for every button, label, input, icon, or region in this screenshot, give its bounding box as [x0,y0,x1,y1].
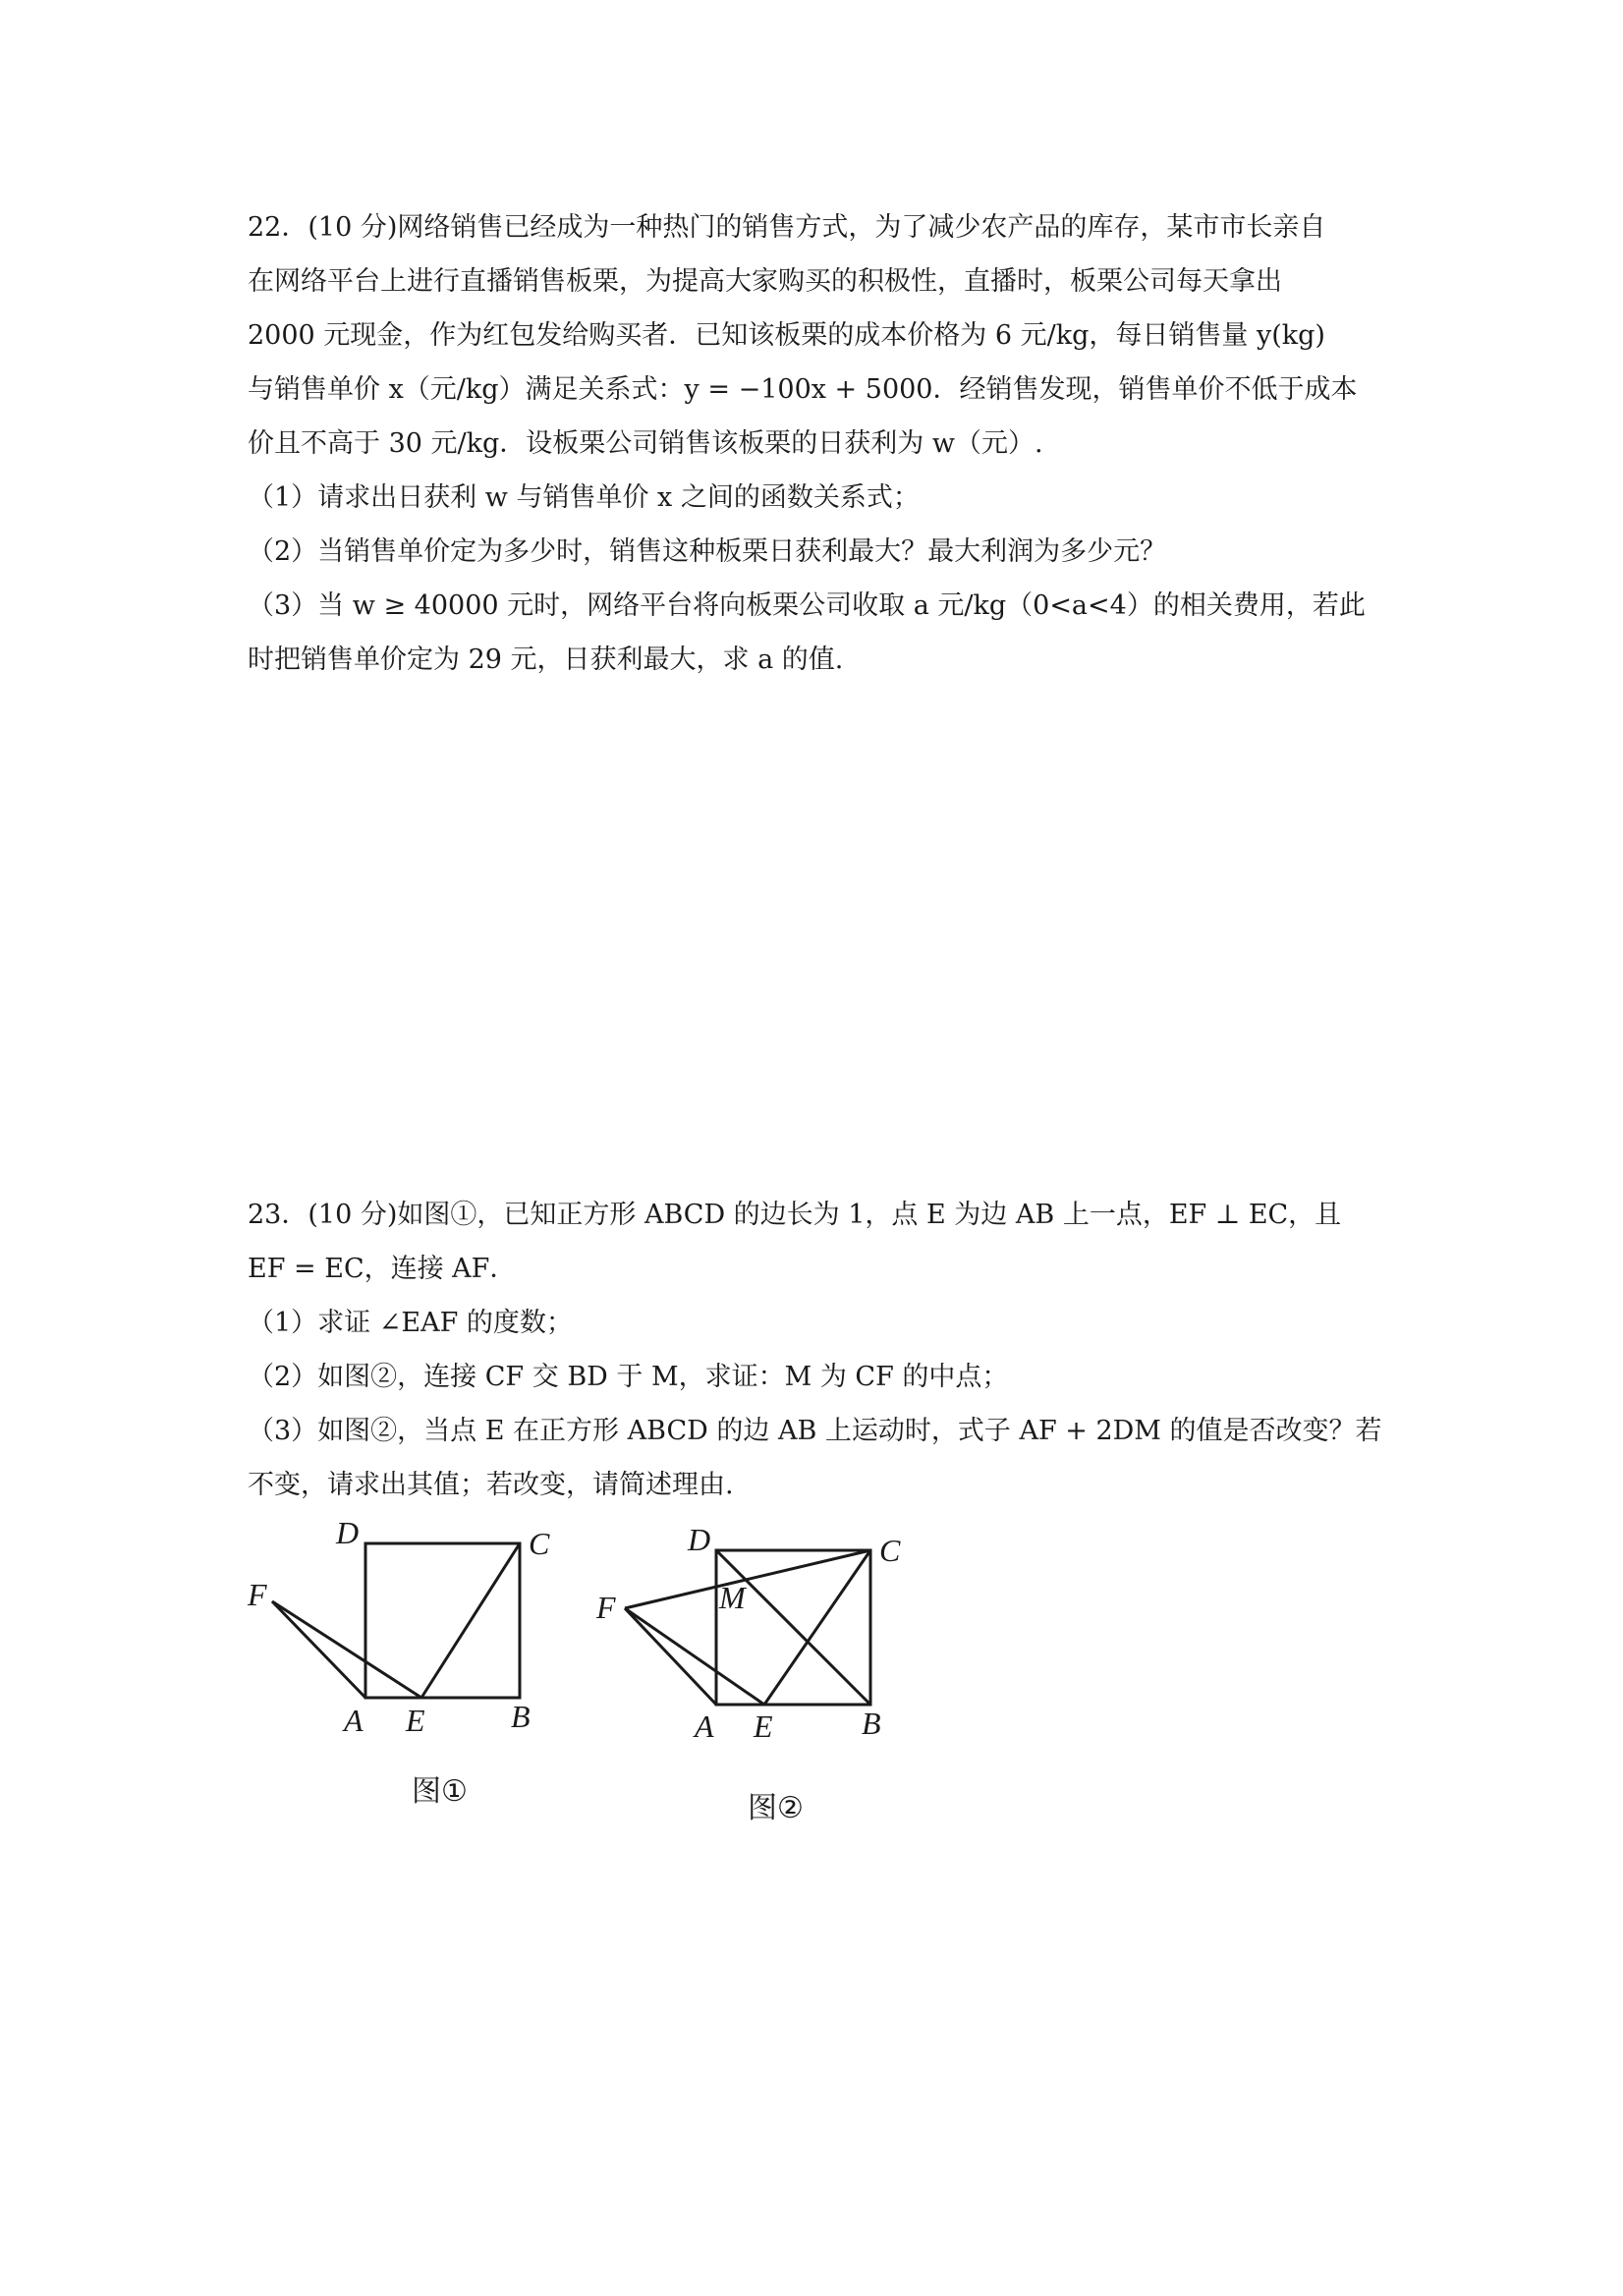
fig1-label-a: A [344,1703,364,1738]
fig1-label-d: D [336,1515,360,1550]
fig1-label-b: B [511,1699,531,1734]
q22-line-5: 价且不高于 30 元/kg．设板栗公司销售该板栗的日获利为 w（元）. [248,428,1043,459]
fig2-segment-fa [625,1608,716,1705]
fig2-label-d: D [688,1522,711,1557]
fig2-segment-db [716,1550,870,1705]
q23-part-1: （1）求证 ∠EAF 的度数； [248,1308,573,1338]
q22-line-9: 时把销售单价定为 29 元，日获利最大，求 a 的值. [248,644,844,675]
q22-line-3: 2000 元现金，作为红包发给购买者．已知该板栗的成本价格为 6 元/kg，每日销售量 y(kg) [248,320,1325,351]
figure-1-caption: 图① [412,1774,468,1809]
q23-part-2: （2）如图②，连接 CF 交 BD 于 M，求证：M 为 CF 的中点； [248,1362,1009,1392]
q23-line-2: EF = EC，连接 AF． [248,1254,517,1284]
q23-part-3: （3）如图②，当点 E 在正方形 ABCD 的边 AB 上运动时，式子 AF + 2DM 的值是否改变？若 [248,1416,1382,1446]
fig2-segment-fc [625,1550,870,1608]
fig1-label-e: E [406,1703,425,1738]
fig2-label-c: C [879,1533,901,1568]
q23-line-6: 不变，请求出其值；若改变，请简述理由. [248,1470,734,1500]
fig2-label-m: M [719,1580,746,1615]
q22-line-4: 与销售单价 x（元/kg）满足关系式：y = −100x + 5000．经销售发现，销售单价不低于成本 [248,374,1358,405]
q22-line-2: 在网络平台上进行直播销售板栗，为提高大家购买的积极性，直播时，板栗公司每天拿出 [248,266,1282,297]
q22-part-2: （2）当销售单价定为多少时，销售这种板栗日获利最大？最大利润为多少元？ [248,536,1167,567]
fig1-label-c: C [529,1526,550,1561]
fig1-segment-fa [272,1601,365,1698]
fig2-segment-ec [764,1550,870,1705]
fig1-segment-fe [272,1601,421,1698]
fig1-segment-ec [421,1543,520,1698]
q22-part-1: （1）请求出日获利 w 与销售单价 x 之间的函数关系式； [248,482,920,513]
q22-part-3: （3）当 w ≥ 40000 元时，网络平台将向板栗公司收取 a 元/kg（0<a<4）的相关费用，若此 [248,590,1366,621]
fig2-label-a: A [695,1708,714,1744]
figure-2-caption: 图② [748,1791,804,1825]
q22-line-1: 22．(10 分)网络销售已经成为一种热门的销售方式，为了减少农产品的库存，某市市长亲自 [248,212,1326,243]
fig2-label-f: F [596,1590,616,1625]
fig2-label-e: E [754,1708,773,1744]
fig1-label-f: F [248,1577,267,1612]
fig2-label-b: B [862,1706,881,1741]
fig2-segment-fe [625,1608,764,1705]
q23-line-1: 23．(10 分)如图①，已知正方形 ABCD 的边长为 1，点 E 为边 AB 上一点，EF ⊥ EC，且 [248,1200,1342,1230]
fig1-square-abcd [365,1543,520,1698]
